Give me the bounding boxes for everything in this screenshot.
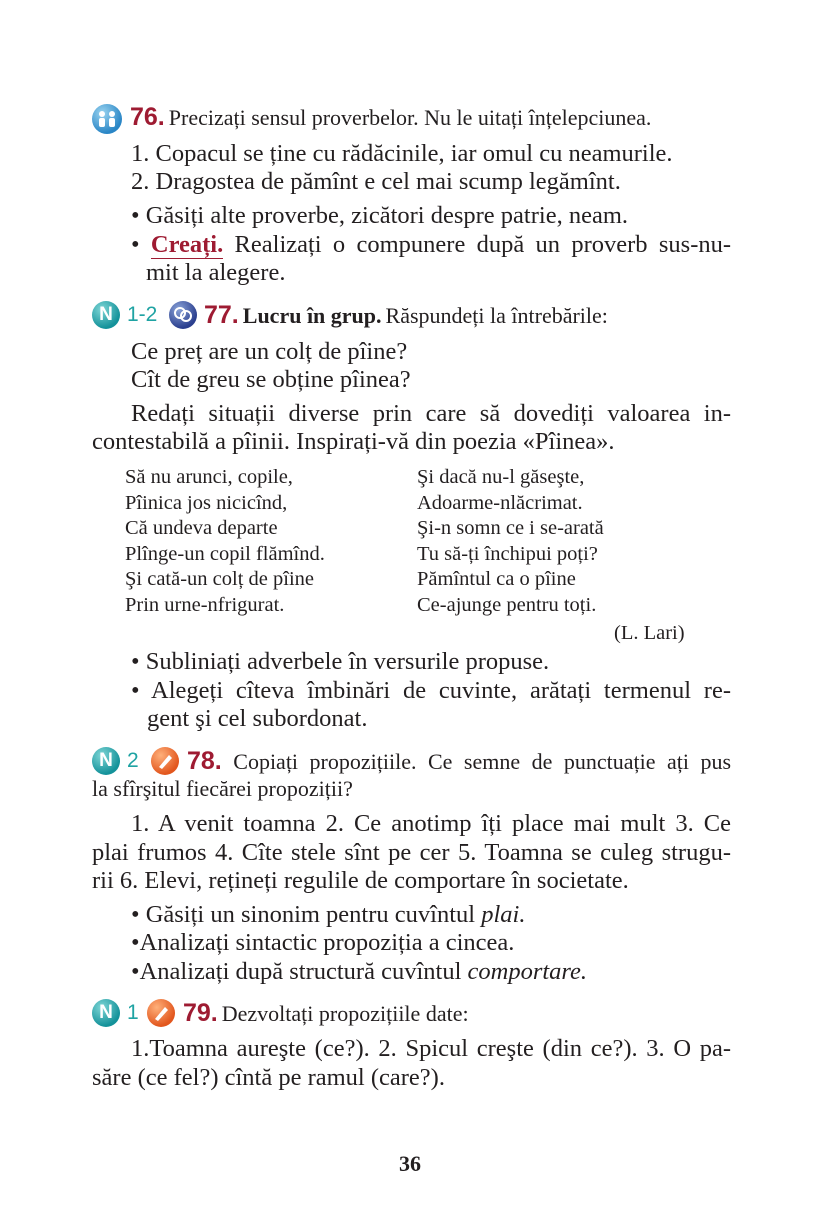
poem-verse: Ce-ajunge pentru toți. <box>417 593 597 616</box>
level-n-icon: N <box>92 999 120 1027</box>
exercise-number: 78. <box>187 747 222 775</box>
poem-verse: Şi dacă nu-l găseşte, <box>417 466 585 488</box>
exercise-number: 76. <box>130 103 165 131</box>
poem-verse: Şi-n somn ce i se-arată <box>417 517 604 539</box>
text-line: săre (ce fel?) cîntă pe ramul (care?). <box>92 1064 445 1091</box>
poem-verse: Să nu arunci, copile, <box>125 466 293 488</box>
paragraph-line: contestabilă a pîinii. Inspirați-vă din poezia «Pîinea». <box>92 428 615 455</box>
task-bullet: •Analizați sintactic propoziția a cincea. <box>131 929 515 956</box>
difficulty-level: 1 <box>127 1001 139 1024</box>
poem-verse: Plînge-un copil flămînd. <box>125 542 325 565</box>
italic-term: plai. <box>481 901 526 928</box>
exercise-title: Lucru în grup. <box>242 303 382 328</box>
poem-left-column <box>125 465 405 618</box>
poem-verse: Pămîntul ca o pîine <box>417 568 576 590</box>
text-line: plai frumos 4. Cîte stele sînt pe cer 5. Toamna se culeg strugu- <box>92 839 731 866</box>
poem-verse: Tu să-ți închipui poți? <box>417 542 598 565</box>
exercise-instruction: Copiați propozițiile. Ce semne de punctuație ați pus <box>233 749 732 774</box>
task-bullet: • Alegeți cîteva îmbinări de cuvinte, arătați termenul re- <box>131 677 731 704</box>
create-label: Creați. <box>150 231 224 258</box>
task-bullet-cont: gent şi cel subordonat. <box>147 705 368 732</box>
proverb-1: 1. Copacul se ține cu rădăcinile, iar omul cu neamurile. <box>131 140 673 167</box>
task-bullet: • Găsiți alte proverbe, zicători despre patrie, neam. <box>131 202 628 229</box>
exercise-instruction: Precizați sensul proverbelor. Nu le uitați înțelepciunea. <box>168 105 652 130</box>
group-discussion-icon <box>169 301 197 329</box>
text-line: rii 6. Elevi, rețineți regulile de comportare în societate. <box>92 867 629 894</box>
task-bullet: •Analizați după structură cuvîntul <box>131 958 462 985</box>
task-bullet: Realizați o compunere după un proverb sus-nu- <box>234 231 732 258</box>
poem-right-column <box>417 465 717 618</box>
group-work-icon <box>92 104 122 134</box>
difficulty-level: 2 <box>127 749 139 772</box>
italic-term: comportare. <box>467 958 588 985</box>
poem-author: (L. Lari) <box>614 622 685 644</box>
exercise-instruction-cont: la sfîrşitul fiecărei propoziții? <box>92 776 353 801</box>
exercise-instruction: Răspundeți la întrebările: <box>385 303 608 328</box>
poem-verse: Şi cată-un colț de pîine <box>125 568 314 590</box>
poem-verse: Pîinica jos nicicînd, <box>125 491 288 514</box>
poem-verse: Prin urne-nfrigurat. <box>125 593 285 616</box>
exercise-number: 77. <box>204 301 239 329</box>
text-line: 1.Toamna aureşte (ce?). 2. Spicul creşte (din ce?). 3. O pa- <box>131 1035 731 1062</box>
question-2: Cît de greu se obține pîinea? <box>131 366 411 393</box>
task-bullet: • Subliniați adverbele în versurile propuse. <box>131 648 550 675</box>
difficulty-level: 1-2 <box>127 303 158 326</box>
question-1: Ce preț are un colț de pîine? <box>131 338 408 365</box>
poem-verse: Că undeva departe <box>125 517 278 539</box>
proverb-2: 2. Dragostea de pămînt e cel mai scump legămînt. <box>131 168 621 195</box>
exercise-instruction: Dezvoltați propozițiile date: <box>221 1001 469 1026</box>
level-n-icon: N <box>92 747 120 775</box>
task-bullet: • Găsiți un sinonim pentru cuvîntul <box>131 901 476 928</box>
paragraph-line: Redați situații diverse prin care să dovediți valoarea in- <box>131 400 731 427</box>
writing-pencil-icon <box>151 747 179 775</box>
text-line: 1. A venit toamna 2. Ce anotimp îți place mai mult 3. Ce <box>131 810 731 837</box>
page-number: 36 <box>399 1151 421 1176</box>
poem-verse: Adoarme-nlăcrimat. <box>417 491 583 514</box>
writing-pencil-icon <box>147 999 175 1027</box>
level-n-icon: N <box>92 301 120 329</box>
exercise-number: 79. <box>183 999 218 1027</box>
task-bullet-cont: mit la alegere. <box>146 259 286 286</box>
